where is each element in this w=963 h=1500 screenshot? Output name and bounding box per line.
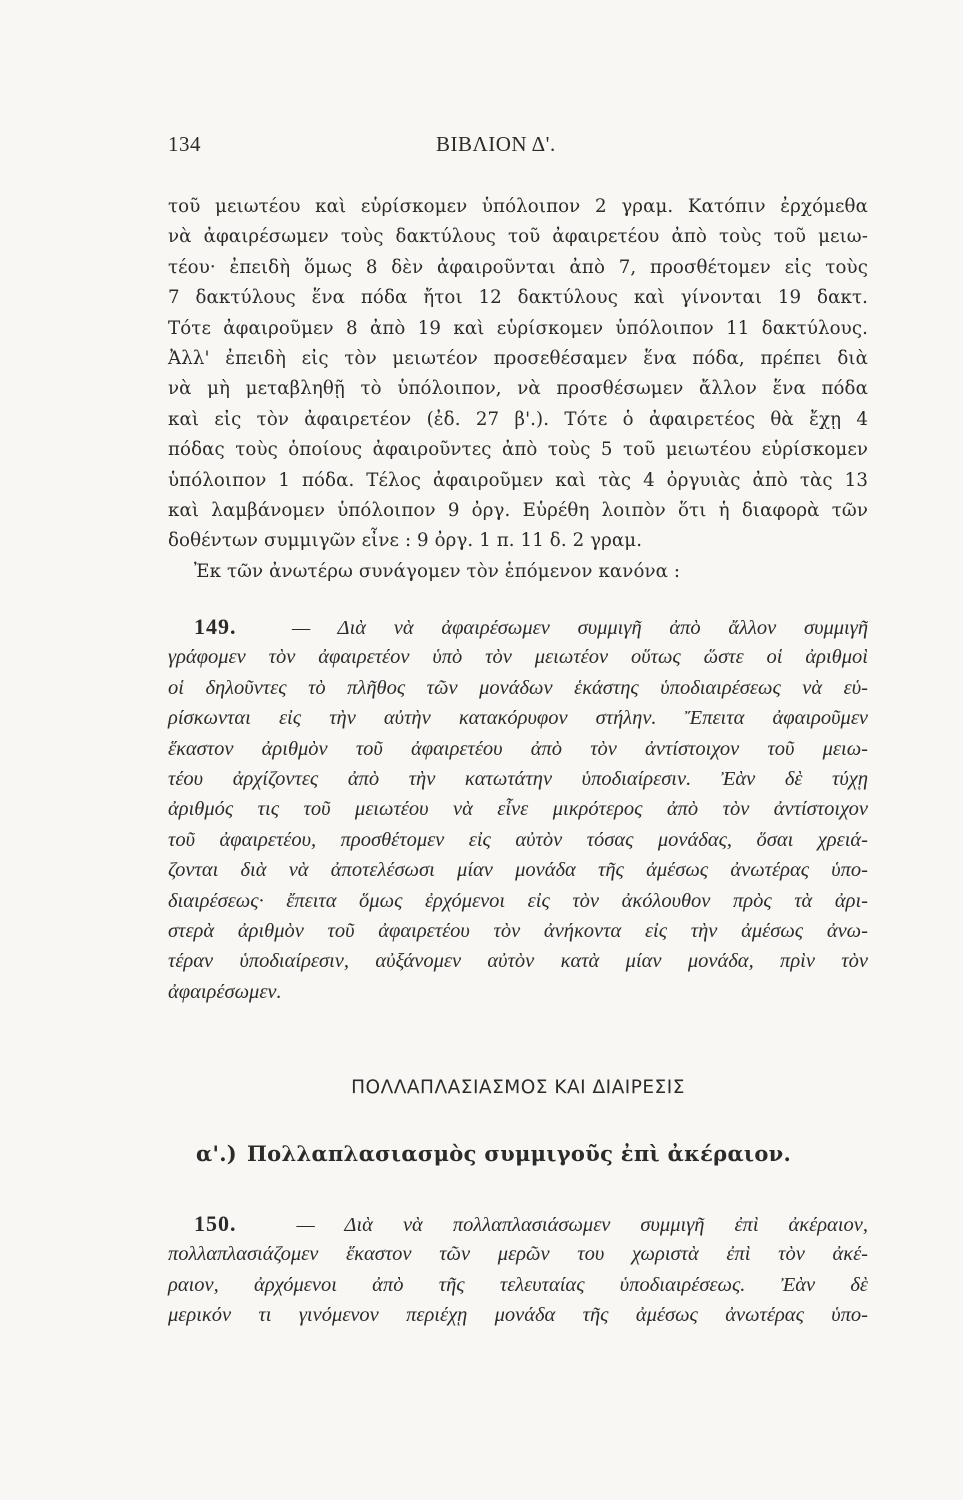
text-line: πολλαπλασιάζομεν ἕκαστον τῶν μερῶν του χωριστὰ ἐπὶ τὸν ἀκέ- bbox=[168, 1243, 868, 1266]
text-line: τέραν ὑποδιαίρεσιν, αὐξάνομεν αὐτὸν κατὰ μίαν μονάδα, πρὶν τὸν bbox=[168, 950, 868, 973]
text-line: τέου· ἐπειδὴ ὅμως 8 δὲν ἀφαιροῦνται ἀπὸ 7, προσθέτομεν εἰς τοὺς bbox=[168, 256, 868, 278]
text-line: ραιον, ἀρχόμενοι ἀπὸ τῆς τελευταίας ὑποδιαιρέσεως. Ἐὰν δὲ bbox=[168, 1273, 868, 1296]
text-line: — Διὰ νὰ πολλαπλασιάσωμεν συμμιγῆ ἐπὶ ἀκέραιον, bbox=[296, 1214, 868, 1236]
text-line: ἀριθμός τις τοῦ μειωτέου νὰ εἶνε μικρότερος ἀπὸ τὸν ἀντίστοιχον bbox=[168, 798, 868, 821]
text-line: μερικόν τι γινόμενον περιέχῃ μονάδα τῆς ἀμέσως ἀνωτέρας ὑπο- bbox=[168, 1304, 868, 1327]
subheading-title: Πολλαπλασιασμὸς συμμιγοῦς ἐπὶ ἀκέραιον. bbox=[247, 1141, 792, 1166]
rule-intro-line: Ἐκ τῶν ἀνωτέρω συνάγομεν τὸν ἑπόμενον κανόνα : bbox=[194, 560, 681, 582]
paragraph-continuation bbox=[168, 192, 868, 587]
text-line: στερὰ ἀριθμὸν τοῦ ἀφαιρετέου τὸν ἀνήκοντα εἰς τὴν ἀμέσως ἀνω- bbox=[168, 919, 868, 942]
section-heading: ΠΟΛΛΑΠΛΑΣΙΑΣΜΟΣ ΚΑΙ ΔΙΑΙΡΕΣΙΣ bbox=[351, 1077, 685, 1098]
text-line: νὰ ἀφαιρέσωμεν τοὺς δακτύλους τοῦ ἀφαιρετέου ἀπὸ τοὺς τοῦ μειω- bbox=[168, 226, 868, 248]
rule-150 bbox=[168, 1209, 868, 1331]
text-line: ἕκαστον ἀριθμὸν τοῦ ἀφαιρετέου ἀπὸ τὸν ἀντίστοιχον τοῦ μειω- bbox=[168, 737, 868, 760]
text-line: ρίσκωνται εἰς τὴν αὐτὴν κατακόρυφον στήλην. Ἔπειτα ἀφαιροῦμεν bbox=[168, 707, 868, 730]
text-line: ἀφαιρέσωμεν. bbox=[168, 980, 282, 1003]
text-line: οἱ δηλοῦντες τὸ πλῆθος τῶν μονάδων ἑκάστης ὑποδιαιρέσεως νὰ εὑ- bbox=[168, 676, 868, 699]
text-line: νὰ μὴ μεταβληθῇ τὸ ὑπόλοιπον, νὰ προσθέσωμεν ἄλλον ἕνα πόδα bbox=[168, 378, 868, 400]
rule-149 bbox=[168, 612, 868, 1007]
running-title: ΒΙΒΛΙΟΝ Δ'. bbox=[436, 132, 556, 156]
page-number: 134 bbox=[168, 132, 201, 156]
text-line: τοῦ ἀφαιρετέου, προσθέτομεν εἰς αὐτὸν τόσας μονάδας, ὅσαι χρειά- bbox=[168, 828, 868, 851]
text-line: τέου ἀρχίζοντες ἀπὸ τὴν κατωτάτην ὑποδιαίρεσιν. Ἐὰν δὲ τύχῃ bbox=[168, 767, 868, 790]
subheading-label: α'.) bbox=[196, 1141, 238, 1166]
subheading bbox=[168, 1141, 868, 1166]
rule-number: 150. bbox=[194, 1211, 237, 1236]
text-line: — Διὰ νὰ ἀφαιρέσωμεν συμμιγῆ ἀπὸ ἄλλον συμμιγῆ bbox=[291, 617, 868, 639]
text-line: διαιρέσεως· ἔπειτα ὅμως ἐρχόμενοι εἰς τὸν ἀκόλουθον πρὸς τὰ ἀρι- bbox=[168, 889, 868, 912]
text-line: καὶ λαμβάνομεν ὑπόλοιπον 9 ὀργ. Εὑρέθη λοιπὸν ὅτι ἡ διαφορὰ τῶν bbox=[168, 499, 868, 521]
text-line: Τότε ἀφαιροῦμεν 8 ἀπὸ 19 καὶ εὑρίσκομεν ὑπόλοιπον 11 δακτύλους. bbox=[168, 317, 868, 339]
rule-number: 149. bbox=[194, 614, 237, 639]
rule-149-first-line bbox=[168, 612, 868, 642]
page-header bbox=[168, 132, 868, 162]
text-line: Ἀλλ' ἐπειδὴ εἰς τὸν μειωτέον προσεθέσαμεν ἕνα πόδα, πρέπει διὰ bbox=[168, 347, 868, 369]
rule-150-first-line bbox=[168, 1209, 868, 1239]
text-line: δοθέντων συμμιγῶν εἶνε : 9 ὀργ. 1 π. 11 δ. 2 γραμ. bbox=[168, 530, 643, 552]
text-line: ὑπόλοιπον 1 πόδα. Τέλος ἀφαιροῦμεν καὶ τὰς 4 ὀργυιὰς ἀπὸ τὰς 13 bbox=[168, 469, 868, 491]
text-line: 7 δακτύλους ἕνα πόδα ἤτοι 12 δακτύλους καὶ γίνονται 19 δακτ. bbox=[168, 287, 868, 309]
text-line: καὶ εἰς τὸν ἀφαιρετέον (ἐδ. 27 β'.). Τότε ὁ ἀφαιρετέος θὰ ἔχῃ 4 bbox=[168, 408, 868, 430]
text-line: τοῦ μειωτέου καὶ εὑρίσκομεν ὑπόλοιπον 2 γραμ. Κατόπιν ἐρχόμεθα bbox=[168, 196, 868, 217]
text-line: γράφομεν τὸν ἀφαιρετέον ὑπὸ τὸν μειωτέον οὕτως ὥστε οἱ ἀριθμοὶ bbox=[168, 646, 868, 669]
text-line: πόδας τοὺς ὁποίους ἀφαιροῦντες ἀπὸ τοὺς 5 τοῦ μειωτέου εὑρίσκομεν bbox=[168, 439, 868, 461]
text-line: ζονται διὰ νὰ ἀποτελέσωσι μίαν μονάδα τῆς ἀμέσως ἀνωτέρας ὑπο- bbox=[168, 859, 868, 882]
